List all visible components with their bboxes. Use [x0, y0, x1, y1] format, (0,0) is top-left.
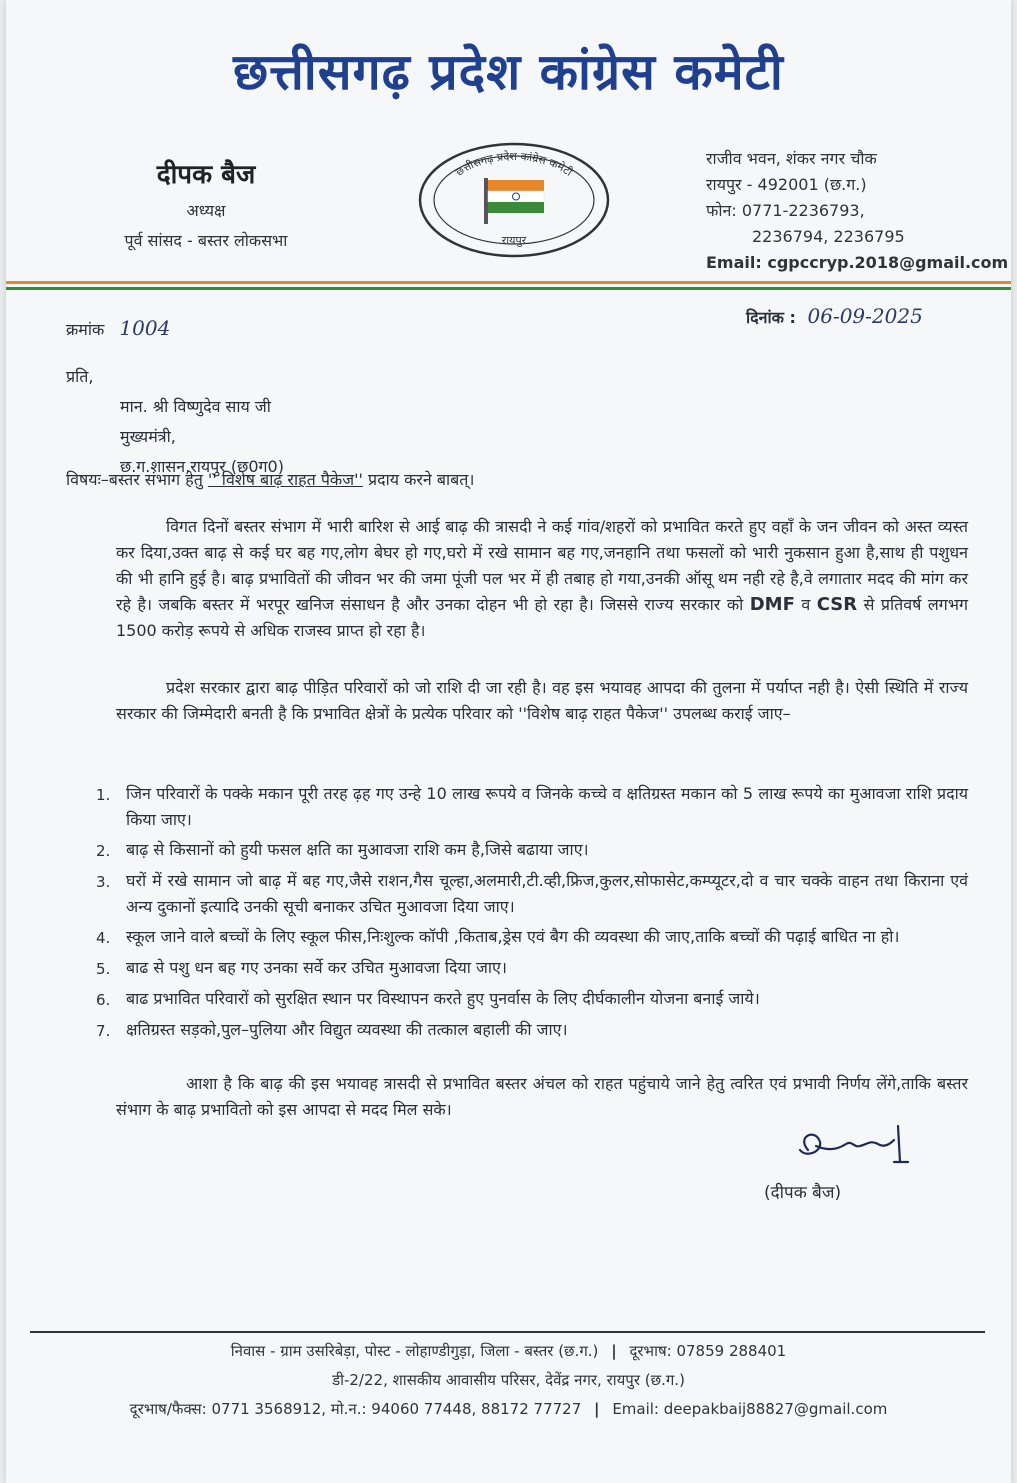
- date-label: दिनांक :: [746, 308, 796, 327]
- para1-va: व: [801, 595, 811, 614]
- footer-residence: निवास - ग्राम उसरिबेड़ा, पोस्ट - लोहाण्डीगुड़ा, जिला - बस्तर (छ.ग.): [230, 1342, 599, 1360]
- footer-rule: [30, 1331, 985, 1333]
- list-number: 6.: [96, 991, 111, 1009]
- para1-text-b: से प्रतिवर्ष लगभग 1500 करोड़ रूपये से अधिक राजस्व प्राप्त हो रहा है।: [116, 595, 968, 640]
- recipient-line1: मान. श्री विष्णुदेव साय जी: [120, 397, 271, 416]
- list-item: [96, 781, 968, 833]
- reference-label: क्रमांक: [66, 320, 105, 339]
- list-text: बाढ से पशु धन बह गए उनका सर्वे कर उचित मुआवजा दिया जाए।: [126, 958, 507, 977]
- csr-term: CSR: [816, 594, 858, 615]
- list-text: स्कूल जाने वाले बच्चों के लिए स्कूल फीस,निःशुल्क कॉपी ,किताब,ड्रेस एवं बैग की व्यवस्था की जाए,ताकि बच्चों की पढ़ाई बाधित ना हो।: [126, 927, 900, 946]
- signatory-name: (दीपक बैज): [764, 1183, 842, 1203]
- subject-line: [66, 468, 474, 490]
- logo-top-text: छत्तीसगढ़ प्रदेश कांग्रेस कमेटी: [453, 149, 575, 179]
- list-text: बाढ़ से किसानों को हुयी फसल क्षति का मुआवजा राशि कम है,जिसे बढाया जाए।: [126, 840, 589, 859]
- letter-date: [746, 304, 923, 328]
- list-item: [96, 868, 968, 920]
- list-item: [96, 986, 968, 1013]
- closing-paragraph: [116, 1071, 968, 1123]
- para2-text: प्रदेश सरकार द्वारा बाढ़ पीड़ित परिवारों को जो राशि दी जा रही है। वह इस भयावह आपदा की तुलना में पर्याप्त नही है। ऐसी स्थिति में राज्य सरकार की जिम्मेदारी बनती है कि प्रभावित क्षेत्रों के प्रत्येक परिवार को ''विशेष बाढ़ राहत पैकेज'' उपलब्ध कराई जाए–: [116, 678, 968, 723]
- letterhead-title: छत्तीसगढ़ प्रदेश कांग्रेस कमेटी: [233, 43, 784, 101]
- footer-line2: डी-2/22, शासकीय आवासीय परिसर, देवेंद्र नगर, रायपुर (छ.ग.): [332, 1371, 685, 1389]
- dmf-term: DMF: [749, 594, 795, 615]
- recipient-line2: मुख्यमंत्री,: [120, 427, 176, 446]
- list-item: [96, 924, 968, 951]
- office-phone-line2: 2236794, 2236795: [752, 227, 905, 246]
- svg-text:छत्तीसगढ़ प्रदेश कांग्रेस कमेट: [453, 150, 575, 179]
- list-text: क्षतिग्रस्त सड़को,पुल–पुलिया और विद्युत व्यवस्था की तत्काल बहाली की जाए।: [126, 1020, 568, 1039]
- demand-list: [96, 781, 968, 1048]
- list-item: [96, 955, 968, 982]
- footer-line3: [6, 1395, 1011, 1424]
- list-number: 7.: [96, 1022, 111, 1040]
- list-number: 5.: [96, 960, 111, 978]
- list-text: जिन परिवारों के पक्के मकान पूरी तरह ढ़ह गए उन्हे 10 लाख रूपये व जिनके कच्चे व क्षतिग्रस्त मकान को 5 लाख रूपये का मुआवजा राशि प्रदाय किया जाए।: [126, 784, 968, 829]
- logo-bottom-text: रायपुर: [501, 234, 527, 247]
- footer-contact: दूरभाष/फैक्स: 0771 3568912, मो.न.: 94060 77448, 88172 77727: [129, 1400, 582, 1418]
- para1-text-a: विगत दिनों बस्तर संभाग में भारी बारिश से आई बाढ़ की त्रासदी ने कई गांव/शहरों को प्रभावित करते हुए वहॉं के जन जीवन को अस्त व्यस्त कर दिया,उक्त बाढ़ से कई घर बह गए,लोग बेघर हो गए,घरो में रखे सामान बह गए,जनहानि तथा फसलों को भारी नुकसान हुआ है,साथ ही पशुधन की भी हानि हुई है। बाढ़ प्रभावितों की जीवन भर की जमा पूंजी पल भर में ही तबाह हो गया,उनकी ऑसू थम नही रहे है,वे लगातार मदद की मांग कर रहे है। जबकि बस्तर में भरपूर खनिज संसाधन है और उनका दोहन भी हो रहा है। जिससे राज्य सरकार को: [116, 517, 968, 614]
- handwritten-signature: [786, 1122, 916, 1172]
- subject-label: विषयः–बस्तर संभाग हेतु: [66, 470, 203, 489]
- list-item: [96, 1017, 968, 1044]
- list-number: 3.: [96, 873, 111, 891]
- subject-rest: प्रदाय करने बाबत्।: [367, 470, 475, 489]
- subject-highlight: '' विशेष बाढ़ राहत पैकेज'': [207, 470, 363, 489]
- list-text: बाढ प्रभावित परिवारों को सुरक्षित स्थान पर विस्थापन करते हुए पुनर्वास के लिए दीर्घकालीन योजना बनाई जाये।: [126, 989, 760, 1008]
- reference-number: [66, 316, 170, 340]
- header-rule-saffron: [6, 281, 1011, 284]
- reference-value: 1004: [119, 316, 171, 340]
- body-paragraph-1: [116, 514, 968, 644]
- footer-separator: |: [611, 1342, 617, 1360]
- date-value: 06-09-2025: [807, 304, 923, 328]
- sender-block: [76, 155, 336, 251]
- footer-block: [6, 1337, 1011, 1424]
- list-number: 4.: [96, 929, 111, 947]
- recipient-prefix: प्रति,: [66, 367, 94, 386]
- footer-phone: दूरभाष: 07859 288401: [629, 1342, 787, 1360]
- footer-line1: [6, 1337, 1011, 1366]
- letter-page: [6, 0, 1011, 1483]
- footer-separator: |: [594, 1400, 600, 1418]
- list-number: 2.: [96, 842, 111, 860]
- sender-role: अध्यक्ष: [186, 201, 226, 220]
- office-address-line2: रायपुर - 492001 (छ.ग.): [706, 175, 867, 194]
- recipient-block: [66, 362, 284, 482]
- list-item: [96, 837, 968, 864]
- body-paragraph-2: [116, 675, 968, 727]
- congress-seal-logo: [416, 140, 612, 260]
- recipient-line3: छ.ग.शासन,रायपुर (छ0ग0): [120, 457, 284, 476]
- sender-former-post: पूर्व सांसद - बस्तर लोकसभा: [124, 231, 288, 250]
- office-address-block: [706, 146, 1008, 276]
- closing-text: आशा है कि बाढ़ की इस भयावह त्रासदी से प्रभावित बस्तर अंचल को राहत पहुंचाये जाने हेतु त्वरित एवं प्रभावी निर्णय लेंगे,ताकि बस्तर संभाग के बाढ़ प्रभावितो को इस आपदा से मदद मिल सके।: [116, 1074, 968, 1119]
- list-number: 1.: [96, 786, 111, 804]
- list-text: घरों में रखे सामान जो बाढ़ में बह गए,जैसे राशन,गैस चूल्हा,अलमारी,टी.व्ही,फ्रिज,कुलर,सोफासेट,कम्प्यूटर,दो व चार चक्के वाहन तथा किराना एवं अन्य दुकानों इत्यादि उनकी सूची बनाकर उचित मुआवजा दिया जाए।: [126, 871, 968, 916]
- office-email: Email: cgpccryp.2018@gmail.com: [706, 253, 1009, 272]
- office-phone-line1: फोन: 0771-2236793,: [706, 201, 865, 220]
- sender-name: दीपक बैज: [156, 160, 256, 190]
- office-address-line1: राजीव भवन, शंकर नगर चौक: [706, 149, 877, 168]
- footer-email: Email: deepakbaij88827@gmail.com: [612, 1400, 888, 1418]
- header-rule-green: [6, 287, 1011, 290]
